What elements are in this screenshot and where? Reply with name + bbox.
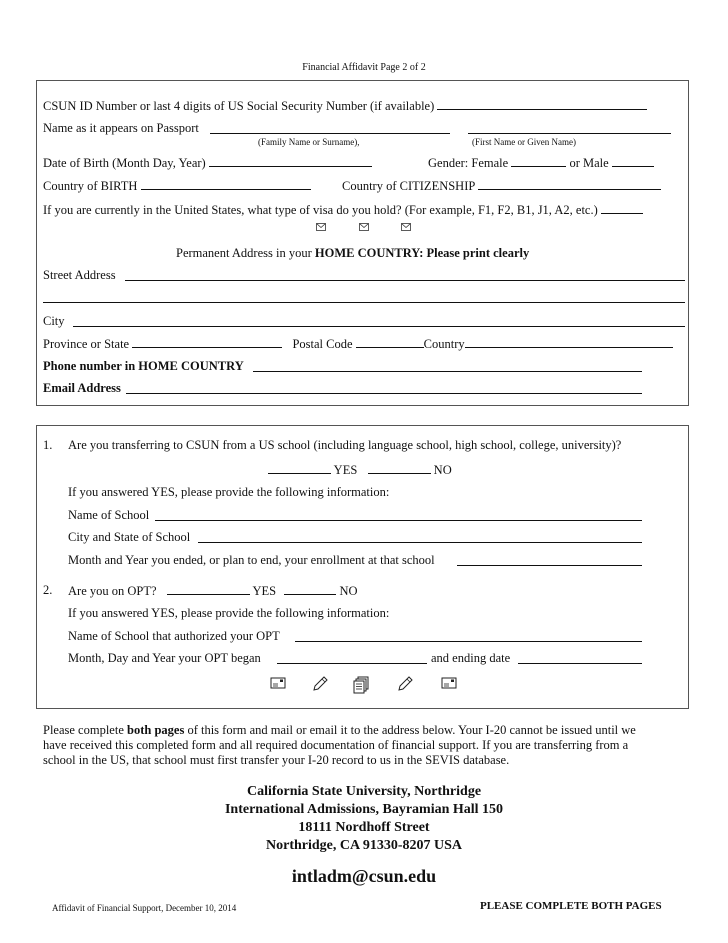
q1-no-field[interactable] bbox=[368, 462, 431, 474]
country-birth-row bbox=[43, 178, 311, 194]
instructions-line2: have received this completed form and all required documentation of financial support. If you are transferring from a bbox=[43, 738, 629, 752]
school-name-label: Name of School bbox=[68, 508, 150, 522]
opt-began-field[interactable] bbox=[277, 663, 427, 664]
gender-label: Gender: Female bbox=[428, 156, 509, 170]
family-name-hint: (Family Name or Surname), bbox=[258, 137, 360, 147]
gender-male-field[interactable] bbox=[612, 155, 654, 167]
country-birth-label: Country of BIRTH bbox=[43, 179, 138, 193]
q2-row bbox=[68, 583, 358, 599]
pen-icon bbox=[311, 675, 329, 693]
address-line2: International Admissions, Bayramian Hall 150 bbox=[224, 802, 504, 817]
province-row bbox=[43, 336, 673, 352]
month-year-label: Month and Year you ended, or plan to end, your enrollment at that school bbox=[68, 553, 435, 567]
email-label: Email Address bbox=[43, 381, 121, 395]
envelope-icon bbox=[401, 223, 411, 231]
dob-field[interactable] bbox=[209, 155, 372, 167]
instructions-line3: school in the US, that school must first transfer your I-20 record to us in the SEVIS database. bbox=[43, 753, 510, 767]
country-citizenship-label: Country of CITIZENSHIP bbox=[342, 179, 475, 193]
q2-no-label: NO bbox=[339, 584, 358, 598]
permanent-address-bold: HOME COUNTRY: Please print clearly bbox=[314, 246, 530, 260]
opt-began-label: Month, Day and Year your OPT began bbox=[68, 651, 261, 665]
country-citizenship-field[interactable] bbox=[478, 178, 661, 190]
province-field[interactable] bbox=[132, 336, 282, 348]
csun-id-row bbox=[43, 98, 647, 114]
opt-ending-label: and ending date bbox=[431, 651, 511, 665]
opt-ending-field[interactable] bbox=[518, 663, 642, 664]
envelope-icon bbox=[359, 223, 369, 231]
dob-label: Date of Birth (Month Day, Year) bbox=[43, 156, 206, 170]
instructions-both-pages: both pages bbox=[127, 723, 185, 737]
city-state-label: City and State of School bbox=[68, 530, 191, 544]
envelope-icon bbox=[441, 676, 457, 690]
city-state-field[interactable] bbox=[198, 542, 642, 543]
month-year-field[interactable] bbox=[457, 565, 642, 566]
passport-name-label: Name as it appears on Passport bbox=[43, 121, 199, 135]
opt-school-field[interactable] bbox=[295, 641, 642, 642]
address-line1: California State University, Northridge bbox=[246, 784, 482, 799]
city-label: City bbox=[43, 314, 65, 328]
pen-icon bbox=[396, 675, 414, 693]
q2-no-field[interactable] bbox=[284, 583, 336, 595]
permanent-address-prefix: Permanent Address in your bbox=[176, 246, 315, 260]
envelope-icon bbox=[316, 223, 326, 231]
address-line3: 18111 Nordhoff Street bbox=[298, 820, 430, 835]
gender-female-field[interactable] bbox=[511, 155, 566, 167]
gender-row bbox=[428, 155, 654, 171]
visa-field[interactable] bbox=[601, 202, 643, 214]
q1-yes-field[interactable] bbox=[268, 462, 331, 474]
permanent-address-heading bbox=[176, 246, 529, 261]
q2-if-yes-text: If you answered YES, please provide the following information: bbox=[68, 606, 390, 620]
street-field[interactable] bbox=[125, 280, 685, 281]
q2-number: 2. bbox=[43, 583, 53, 597]
phone-field[interactable] bbox=[253, 371, 642, 372]
opt-school-label: Name of School that authorized your OPT bbox=[68, 629, 280, 643]
instructions-line1-b: of this form and mail or email it to the address below. Your I-20 cannot be issued until we bbox=[184, 723, 636, 737]
documents-icon bbox=[352, 676, 370, 694]
gender-or-male-label: or Male bbox=[569, 156, 609, 170]
instructions-line1 bbox=[43, 723, 636, 738]
dob-row bbox=[43, 155, 372, 171]
q1-answer-row bbox=[268, 462, 452, 478]
q1-no-label: NO bbox=[433, 463, 452, 477]
country-field[interactable] bbox=[465, 336, 673, 348]
country-citizenship-row bbox=[342, 178, 661, 194]
province-label: Province or State bbox=[43, 337, 130, 351]
page-header-title: Financial Affidavit Page 2 of 2 bbox=[302, 62, 426, 73]
envelope-icon bbox=[270, 676, 286, 690]
country-label: Country bbox=[423, 337, 465, 351]
postal-label: Postal Code bbox=[292, 337, 353, 351]
csun-id-field[interactable] bbox=[437, 98, 647, 110]
phone-label: Phone number in HOME COUNTRY bbox=[43, 359, 244, 373]
passport-name-row bbox=[43, 121, 199, 136]
q1-yes-label: YES bbox=[333, 463, 358, 477]
q1-if-yes-text: If you answered YES, please provide the following information: bbox=[68, 485, 390, 499]
csun-id-label: CSUN ID Number or last 4 digits of US Social Security Number (if available) bbox=[43, 99, 435, 113]
footer-right: PLEASE COMPLETE BOTH PAGES bbox=[480, 900, 662, 912]
footer-left: Affidavit of Financial Support, December 10, 2014 bbox=[52, 903, 237, 913]
q2-yes-label: YES bbox=[252, 584, 277, 598]
first-name-hint: (First Name or Given Name) bbox=[472, 137, 576, 147]
q1-text: Are you transferring to CSUN from a US school (including language school, high school, college, university)? bbox=[68, 438, 622, 452]
street-label: Street Address bbox=[43, 268, 116, 282]
city-field[interactable] bbox=[73, 326, 685, 327]
first-name-field[interactable] bbox=[468, 133, 671, 134]
postal-field[interactable] bbox=[356, 336, 424, 348]
visa-row bbox=[43, 202, 643, 218]
instructions-line1-a: Please complete bbox=[43, 723, 127, 737]
street-field-line2[interactable] bbox=[43, 302, 685, 303]
contact-email[interactable]: intladm@csun.edu bbox=[291, 866, 437, 886]
address-line4: Northridge, CA 91330-8207 USA bbox=[266, 838, 462, 853]
school-name-field[interactable] bbox=[155, 520, 642, 521]
country-birth-field[interactable] bbox=[141, 178, 311, 190]
q2-text: Are you on OPT? bbox=[68, 584, 157, 598]
family-name-field[interactable] bbox=[210, 133, 450, 134]
q1-number: 1. bbox=[43, 438, 53, 452]
q2-yes-field[interactable] bbox=[167, 583, 250, 595]
visa-label: If you are currently in the United States, what type of visa do you hold? (For example, F1, F2, B1, J1, A2, etc.) bbox=[43, 203, 598, 217]
email-field[interactable] bbox=[126, 393, 642, 394]
